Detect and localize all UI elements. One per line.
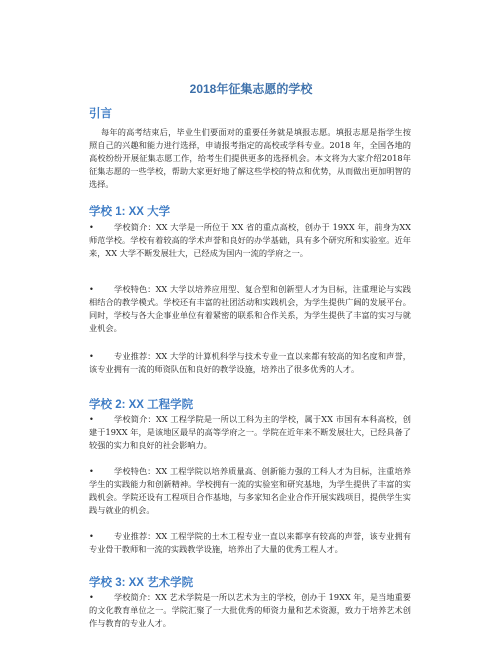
bullet-text: 学校简介：XX 艺术学院是一所以艺术为主的学校，创办于 19XX 年，是当地重要的文化教育单位之一。学院汇聚了一大批优秀的师资力量和艺术资源，致力于培养艺术创作与教育的专业人才。 xyxy=(89,592,411,628)
bullet-text: 学校特色：XX 大学以培养应用型、复合型和创新型人才为目标，注重理论与实践相结合的教学模式。学校还有丰富的社团活动和实践机会，为学生提供广阔的发展平台。同时，学校与各大企事业单位有着紧密的联系和合作关系，为学生提供了丰富的实习与就业机会。 xyxy=(89,284,411,333)
school-3-item-1 xyxy=(89,591,411,630)
bullet-marker: • xyxy=(89,351,94,361)
school-1-heading: 学校 1: XX 大学 xyxy=(89,206,171,218)
bullet-marker: • xyxy=(89,414,94,424)
bullet-text: 专业推荐：XX 大学的计算机科学与技术专业一直以来都有较高的知名度和声誉，该专业拥有一流的师资队伍和良好的教学设施，培养出了很多优秀的人才。 xyxy=(89,351,411,374)
school-3-heading: 学校 3: XX 艺术学院 xyxy=(89,577,194,589)
school-1-item-3 xyxy=(89,350,411,376)
school-2-item-3 xyxy=(89,530,411,556)
bullet-marker: • xyxy=(89,592,94,602)
school-2-item-2 xyxy=(89,465,411,517)
bullet-marker: • xyxy=(89,531,94,541)
bullet-marker: • xyxy=(89,222,94,232)
page-title: 2018年征集志愿的学校 xyxy=(189,82,313,96)
intro-heading: 引言 xyxy=(89,108,112,120)
bullet-marker: • xyxy=(89,284,94,294)
bullet-text: 学校简介：XX 工程学院是一所以工科为主的学校，属于XX 市国有本科高校，创建于19XX 年，是该地区最早的高等学府之一。学院在近年来不断发展壮大，已经具备了较强的实力和良好的社会影响力。 xyxy=(89,414,411,450)
bullet-text: 学校简介：XX 大学是一所位于 XX 省的重点高校，创办于 19XX 年，前身为XX 师范学校。学校有着较高的学术声誉和良好的办学基础，具有多个研究所和实验室。近年来，XX 大学不断发展壮大，已经成为国内一流的学府之一。 xyxy=(89,222,411,258)
intro-paragraph: 每年的高考结束后，毕业生们要面对的重要任务就是填报志愿。填报志愿是指学生按照自己的兴趣和能力进行选择，申请报考指定的高校或学科专业。2018 年，全国各地的高校纷纷开展征集志愿工作，给考生们提供更多的选择机会。本文将为大家介绍2018年征集志愿的一些学校，帮助大家更好地了解这些学校的特点和优势，从而做出更加明智的选择。 xyxy=(89,127,411,189)
school-2-heading: 学校 2: XX 工程学院 xyxy=(89,399,194,411)
school-1-item-1 xyxy=(89,221,411,260)
school-1-item-2 xyxy=(89,283,411,335)
school-2-item-1 xyxy=(89,413,411,452)
bullet-text: 专业推荐：XX 工程学院的土木工程专业一直以来都享有较高的声誉，该专业拥有专业骨干教师和一流的实践教学设施，培养出了大量的优秀工程人才。 xyxy=(89,531,411,554)
bullet-text: 学校特色：XX 工程学院以培养质量高、创新能力强的工科人才为目标，注重培养学生的实践能力和创新精神。学校拥有一流的实验室和研究基地，为学生提供了丰富的实践机会。学院还设有工程项目合作基地，与多家知名企业合作开展实践项目，提供学生实践与就业的机会。 xyxy=(89,466,411,515)
bullet-marker: • xyxy=(89,466,94,476)
